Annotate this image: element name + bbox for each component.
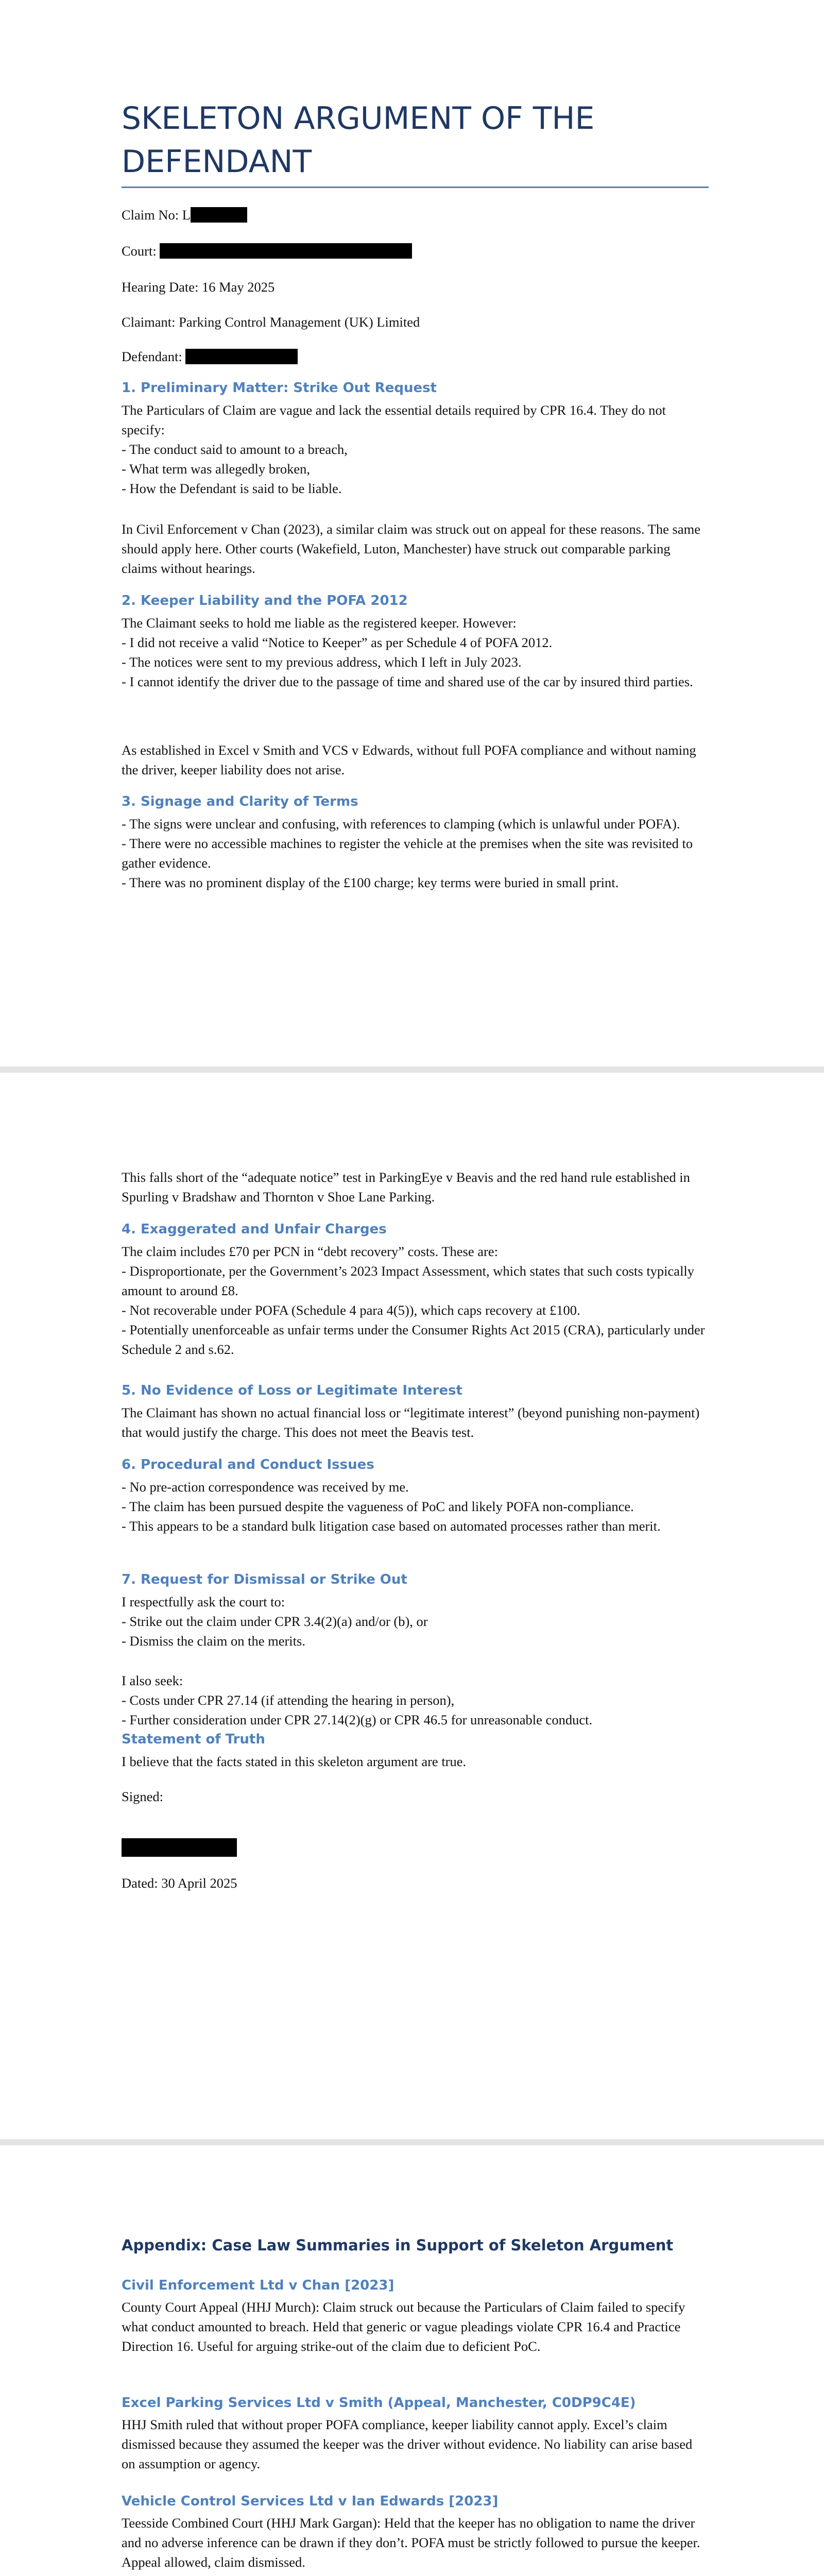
- signed-label: Signed:: [122, 1789, 163, 1804]
- section-heading: Statement of Truth: [122, 1732, 265, 1747]
- signature-redaction: [122, 1838, 237, 1857]
- defendant-label: Defendant:: [122, 349, 182, 364]
- case-heading: Vehicle Control Services Ltd v Ian Edwards [2023]: [122, 2494, 499, 2509]
- section-paragraph: The Claimant has shown no actual financial loss or “legitimate interest” (beyond punishing non-payment) that would justify the charge. This does not meet the Beavis test.: [122, 1405, 703, 1440]
- page-3: [0, 2145, 824, 2576]
- court-line: [122, 241, 709, 261]
- case-summary: Teesside Combined Court (HHJ Mark Gargan): Held that the keeper has no obligation to name the driver and no adverse inference can be drawn if they don’t. POFA must be strictly followed to pursue the keeper. Appeal allowed, claim dismissed.: [122, 2515, 703, 2570]
- redaction-block: [185, 349, 298, 364]
- section-paragraph: - The signs were unclear and confusing, with references to clamping (which is unlawful under POFA). - There were no accessible machines to register the vehicle at the premises when the site was revisited to gather evidence. - There was no prominent display of the £100 charge; key terms were buried in small print.: [122, 816, 693, 890]
- defendant-line: [122, 347, 709, 366]
- section-heading: 3. Signage and Clarity of Terms: [122, 794, 358, 809]
- section-heading: 2. Keeper Liability and the POFA 2012: [122, 593, 408, 608]
- redaction-block: [191, 207, 247, 223]
- case-summary: HHJ Smith ruled that without proper POFA compliance, keeper liability cannot apply. Excel’s claim dismissed because they assumed the keeper was the driver without evidence. No liability can arise based on assumption or agency.: [122, 2417, 696, 2471]
- section-paragraph: I also seek: - Costs under CPR 27.14 (if attending the hearing in person), - Further consideration under CPR 27.14(2)(g) or CPR 46.5 for unreasonable conduct.: [122, 1673, 593, 1727]
- section-heading: 6. Procedural and Conduct Issues: [122, 1457, 374, 1472]
- dated-line: Dated: 30 April 2025: [122, 1875, 237, 1891]
- section-paragraph: The Claimant seeks to hold me liable as the registered keeper. However: - I did not receive a valid “Notice to Keeper” as per Schedule 4 of POFA 2012. - The notices were sent to my previous address, which I left in July 2023. - I cannot identify the driver due to the passage of time and shared use of the car by insured third parties.: [122, 615, 693, 689]
- case-summary: County Court Appeal (HHJ Murch): Claim struck out because the Particulars of Claim failed to specify what conduct amounted to breach. Held that generic or vague pleadings violate CPR 16.4 and Practice Direction 16. Useful for arguing strike-out of the claim due to deficient PoC.: [122, 2299, 689, 2354]
- statement-of-truth: I believe that the facts stated in this skeleton argument are true.: [122, 1754, 467, 1769]
- section-heading: 1. Preliminary Matter: Strike Out Request: [122, 380, 437, 396]
- redaction-block: [160, 243, 412, 259]
- section-paragraph: The Particulars of Claim are vague and lack the essential details required by CPR 16.4. They do not specify: - The conduct said to amount to a breach, - What term was allegedly broken, - How the Defendant is said to be liable.: [122, 402, 666, 496]
- section-paragraph: As established in Excel v Smith and VCS v Edwards, without full POFA compliance and without naming the driver, keeper liability does not arise.: [122, 742, 700, 777]
- title-underline: [122, 187, 709, 188]
- case-heading: Excel Parking Services Ltd v Smith (Appeal, Manchester, C0DP9C4E): [122, 2395, 636, 2411]
- section-heading: 4. Exaggerated and Unfair Charges: [122, 1222, 387, 1237]
- section-paragraph: This falls short of the “adequate notice” test in ParkingEye v Beavis and the red hand rule established in Spurling v Bradshaw and Thornton v Shoe Lane Parking.: [122, 1170, 694, 1205]
- case-heading: Civil Enforcement Ltd v Chan [2023]: [122, 2278, 394, 2293]
- section-paragraph: The claim includes £70 per PCN in “debt recovery” costs. These are: - Disproportionate, per the Government’s 2023 Impact Assessment, which states that such costs typically amount to around £8. - Not recoverable under POFA (Schedule 4 para 4(5)), which caps recovery at £100. - Potentially unenforceable as unfair terms under the Consumer Rights Act 2015 (CRA), particularly under Schedule 2 and s.62.: [122, 1244, 705, 1357]
- claim-number-label: Claim No: L: [122, 207, 191, 223]
- appendix-heading: Appendix: Case Law Summaries in Support of Skeleton Argument: [122, 2236, 674, 2254]
- section-paragraph: In Civil Enforcement v Chan (2023), a similar claim was struck out on appeal for these reasons. The same should apply here. Other courts (Wakefield, Luton, Manchester) have struck out comparable parking claims without hearings.: [122, 521, 704, 576]
- section-paragraph: I respectfully ask the court to: - Strike out the claim under CPR 3.4(2)(a) and/or (b), or - Dismiss the claim on the merits.: [122, 1594, 428, 1649]
- section-heading: 5. No Evidence of Loss or Legitimate Interest: [122, 1383, 462, 1398]
- court-label: Court:: [122, 243, 157, 259]
- claim-number: [122, 205, 709, 225]
- hearing-date: Hearing Date: 16 May 2025: [122, 279, 275, 295]
- section-paragraph: - No pre-action correspondence was received by me. - The claim has been pursued despite the vagueness of PoC and likely POFA non-compliance. - This appears to be a standard bulk litigation case based on automated processes rather than merit.: [122, 1479, 661, 1534]
- claimant-line: Claimant: Parking Control Management (UK) Limited: [122, 314, 420, 330]
- document-title: SKELETON ARGUMENT OF THE DEFENDANT: [122, 100, 595, 180]
- section-heading: 7. Request for Dismissal or Strike Out: [122, 1572, 407, 1587]
